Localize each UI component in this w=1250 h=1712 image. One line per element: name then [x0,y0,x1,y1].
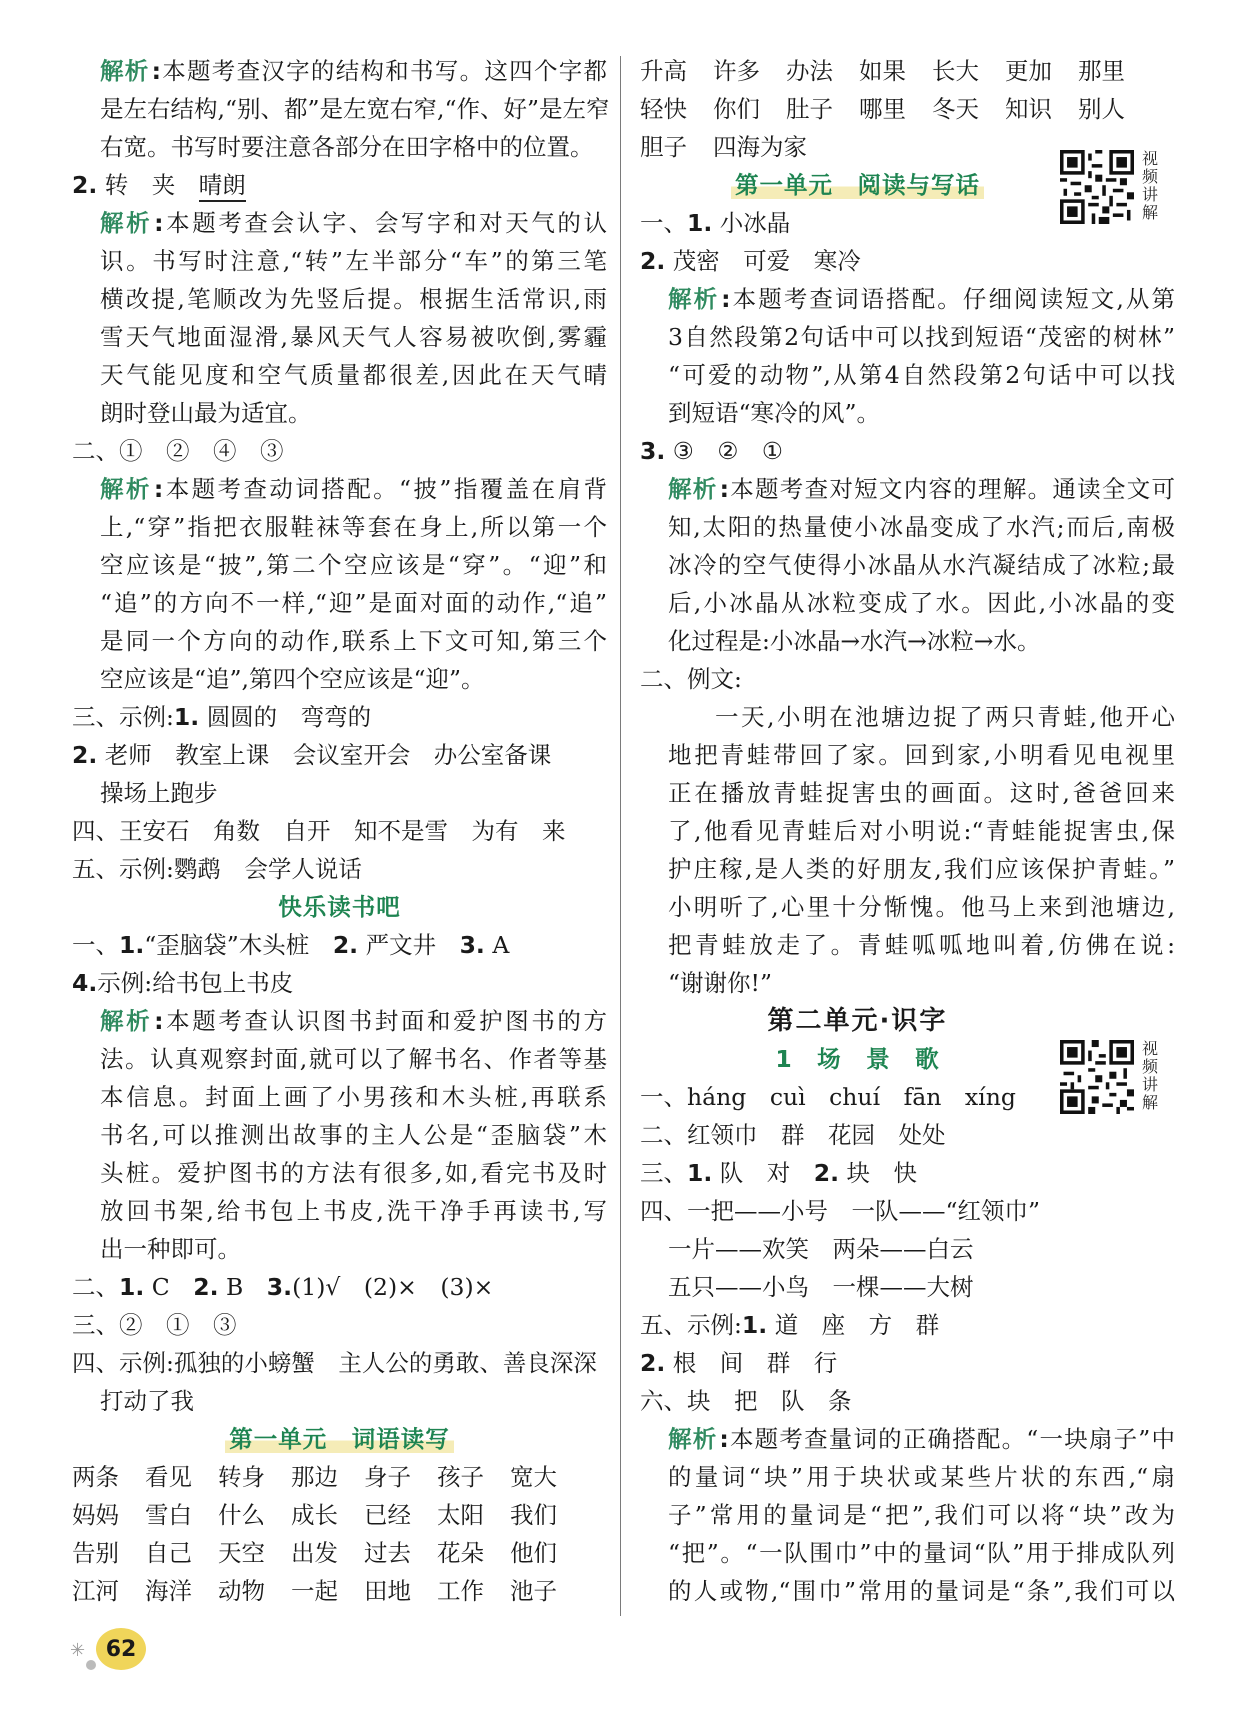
answer-line: 操场上跑步 [100,779,218,807]
essay-line: “谢谢你!” [668,969,772,997]
analysis-line: 解析:本题考查对短文内容的理解。通读全文可 [668,475,1176,503]
answer-line: 二、红领巾 群 花园 处处 [640,1121,946,1149]
qr-caption: 视 频 讲 解 [1142,149,1159,222]
answer-line: 五只——小鸟 一棵——大树 [668,1273,974,1301]
answer-line: 2. 茂密 可爱 寒冷 [640,247,861,275]
word-row: 升高 许多 办法 如果 长大 更加 那里 [640,57,1125,85]
answer-line: 2. 根 间 群 行 [640,1349,838,1377]
qr-code-icon[interactable] [1060,1040,1134,1114]
word-row: 两条 看见 转身 那边 身子 孩子 宽大 [72,1463,557,1491]
qr-caption: 视 频 讲 解 [1142,1039,1159,1112]
answer-line: 六、块 把 队 条 [640,1387,852,1415]
underlined-answer: 晴朗 [199,171,246,202]
section-heading-ciyu: 第一单元 词语读写 [72,1420,607,1458]
analysis-line: 解析:本题考查会认字、会写字和对天气的认 [100,209,608,237]
analysis-line: 解析:本题考查动词搭配。“披”指覆盖在肩背 [100,475,607,503]
analysis-line: 空应该是“披”,第二个空应该是“穿”。“迎”和 [100,551,607,579]
answer-line: 2. 老师 教室上课 会议室开会 办公室备课 [72,741,552,769]
analysis-line: 右宽。书写时要注意各部分在田字格中的位置。 [100,133,594,161]
answer-line: 三、② ① ③ [72,1311,237,1339]
analysis-line: 3自然段第2句话中可以找到短语“茂密的树林” [668,323,1175,351]
left-column [72,52,610,1610]
word-row: 江河 海洋 动物 一起 田地 工作 池子 [72,1577,557,1605]
analysis-line: 的量词“块”用于块状或某些片状的东西,“扇 [668,1463,1175,1491]
answer-line: 2. 转 夹 晴朗 [72,166,607,204]
word-row: 告别 自己 天空 出发 过去 花朵 他们 [72,1539,557,1567]
unit-heading: 第二单元·识字 [767,1006,948,1036]
answer-line: 三、1. 队 对 2. 块 快 [640,1159,918,1187]
answer-line: 五、示例:1. 道 座 方 群 [640,1311,940,1339]
analysis-line: 横改提,笔顺改为先竖后提。根据生活常识,雨 [100,285,607,313]
analysis-line: “把”。“一队围巾”中的量词“队”用于排成队列 [668,1539,1175,1567]
analysis-line: 出一种即可。 [100,1235,241,1263]
analysis-line: 解析:本题考查量词的正确搭配。“一块扇子”中 [668,1425,1175,1453]
analysis-line: 头桩。爱护图书的方法有很多,如,看完书及时 [100,1159,607,1187]
word-row: 妈妈 雪白 什么 成长 已经 太阳 我们 [72,1501,557,1529]
analysis-line: “追”的方向不一样,“迎”是面对面的动作,“追” [100,589,607,617]
answer-line: 打动了我 [100,1387,194,1415]
analysis-line: 空应该是“追”,第四个空应该是“迎”。 [100,665,485,693]
answer-line: 一、1.“歪脑袋”木头桩 2. 严文井 3. A [72,931,510,959]
analysis-line: 法。认真观察封面,就可以了解书名、作者等基 [100,1045,607,1073]
answer-line: 五、示例:鹦鹉 会学人说话 [72,855,362,883]
answer-line: 四、一把——小号 一队——“红领巾” [640,1197,1041,1225]
analysis-label: 解析 [100,57,150,85]
answer-line: 三、示例:1. 圆圆的 弯弯的 [72,703,372,731]
analysis-line: 放回书架,给书包上书皮,洗干净手再读书,写 [100,1197,607,1225]
answer-line: 一片——欢笑 两朵——白云 [668,1235,974,1263]
section-heading-kuaile: 快乐读书吧 [278,893,401,921]
analysis-line: “可爱的动物”,从第4自然段第2句话中可以找 [668,361,1175,389]
analysis-line: 知,太阳的热量使小冰晶变成了水汽;而后,南极 [668,513,1175,541]
essay-line: 小明听了,心里十分惭愧。他马上来到池塘边, [668,893,1175,921]
essay-line: 护庄稼,是人类的好朋友,我们应该保护青蛙。” [668,855,1175,883]
answer-line: 3. ③ ② ① [640,437,783,465]
section-heading-yuedu: 第一单元 阅读与写话 [640,166,1175,204]
decor-dot [86,1660,96,1670]
analysis-line: 朗时登山最为适宜。 [100,399,312,427]
word-row: 胆子 四海为家 [640,133,807,161]
analysis-line: 子”常用的量词是“把”,我们可以将“块”改为 [668,1501,1175,1529]
essay-line: 正在播放青蛙捉害虫的画面。这时,爸爸回来 [668,779,1175,807]
analysis-line: 的人或物,“围巾”常用的量词是“条”,我们可以 [668,1577,1175,1605]
essay-line: 地把青蛙带回了家。回到家,小明看见电视里 [668,741,1175,769]
answer-line: 二、例文: [640,665,742,693]
essay-line: 把青蛙放走了。青蛙呱呱地叫着,仿佛在说: [668,931,1175,959]
analysis-line: 解析:本题考查词语搭配。仔细阅读短文,从第 [668,285,1175,313]
analysis-line: 是同一个方向的动作,联系上下文可知,第三个 [100,627,607,655]
analysis-line: 是左右结构,“别、都”是左宽右窄,“作、好”是左窄 [100,95,610,123]
right-column [640,52,1175,1610]
star-icon: ✳ [70,1640,86,1661]
analysis-line: 化过程是:小冰晶→水汽→冰粒→水。 [668,627,1041,655]
essay-line: 一天,小明在池塘边捉了两只青蛙,他开心 [715,703,1175,731]
analysis-line: 书名,可以推测出故事的主人公是“歪脑袋”木 [100,1121,607,1149]
analysis-line: 后,小冰晶从冰粒变成了水。因此,小冰晶的变 [668,589,1175,617]
answer-line: 一、1. 小冰晶 [640,209,791,237]
analysis-line: 天气能见度和空气质量都很差,因此在天气晴 [100,361,607,389]
answer-line: 二、① ② ④ ③ [72,437,284,465]
analysis-line: 到短语“寒冷的风”。 [668,399,881,427]
analysis-line: 本信息。封面上画了小男孩和木头桩,再联系 [100,1083,607,1111]
answer-line: 4.示例:给书包上书皮 [72,969,294,997]
qr-code-icon[interactable] [1060,150,1134,224]
essay-line: 了,他看见青蛙后对小明说:“青蛙能捉害虫,保 [668,817,1175,845]
analysis-line: 冰冷的空气使得小冰晶从水汽凝结成了冰粒;最 [668,551,1175,579]
answer-line: 四、示例:孤独的小螃蟹 主人公的勇敢、善良深深 [72,1349,597,1377]
analysis-line: 识。书写时注意,“转”左半部分“车”的第三笔 [100,247,607,275]
analysis-line: 解析:本题考查认识图书封面和爱护图书的方 [100,1007,608,1035]
page-number: 62 [96,1628,146,1670]
word-row: 轻快 你们 肚子 哪里 冬天 知识 别人 [640,95,1125,123]
analysis-line: 上,“穿”指把衣服鞋袜等套在身上,所以第一个 [100,513,607,541]
answer-line: 一、háng cuì chuí fān xíng [640,1083,1016,1111]
analysis-line: 雪天气地面湿滑,暴风天气人容易被吹倒,雾霾 [100,323,607,351]
lesson-heading: 1 场 景 歌 [775,1045,940,1073]
answer-line: 二、1. C 2. B 3.(1)√ (2)× (3)× [72,1273,494,1301]
column-divider [620,56,621,1616]
analysis-line: 解析:本题考查汉字的结构和书写。这四个字都 [100,57,608,85]
answer-line: 四、王安石 角数 自开 知不是雪 为有 来 [72,817,566,845]
